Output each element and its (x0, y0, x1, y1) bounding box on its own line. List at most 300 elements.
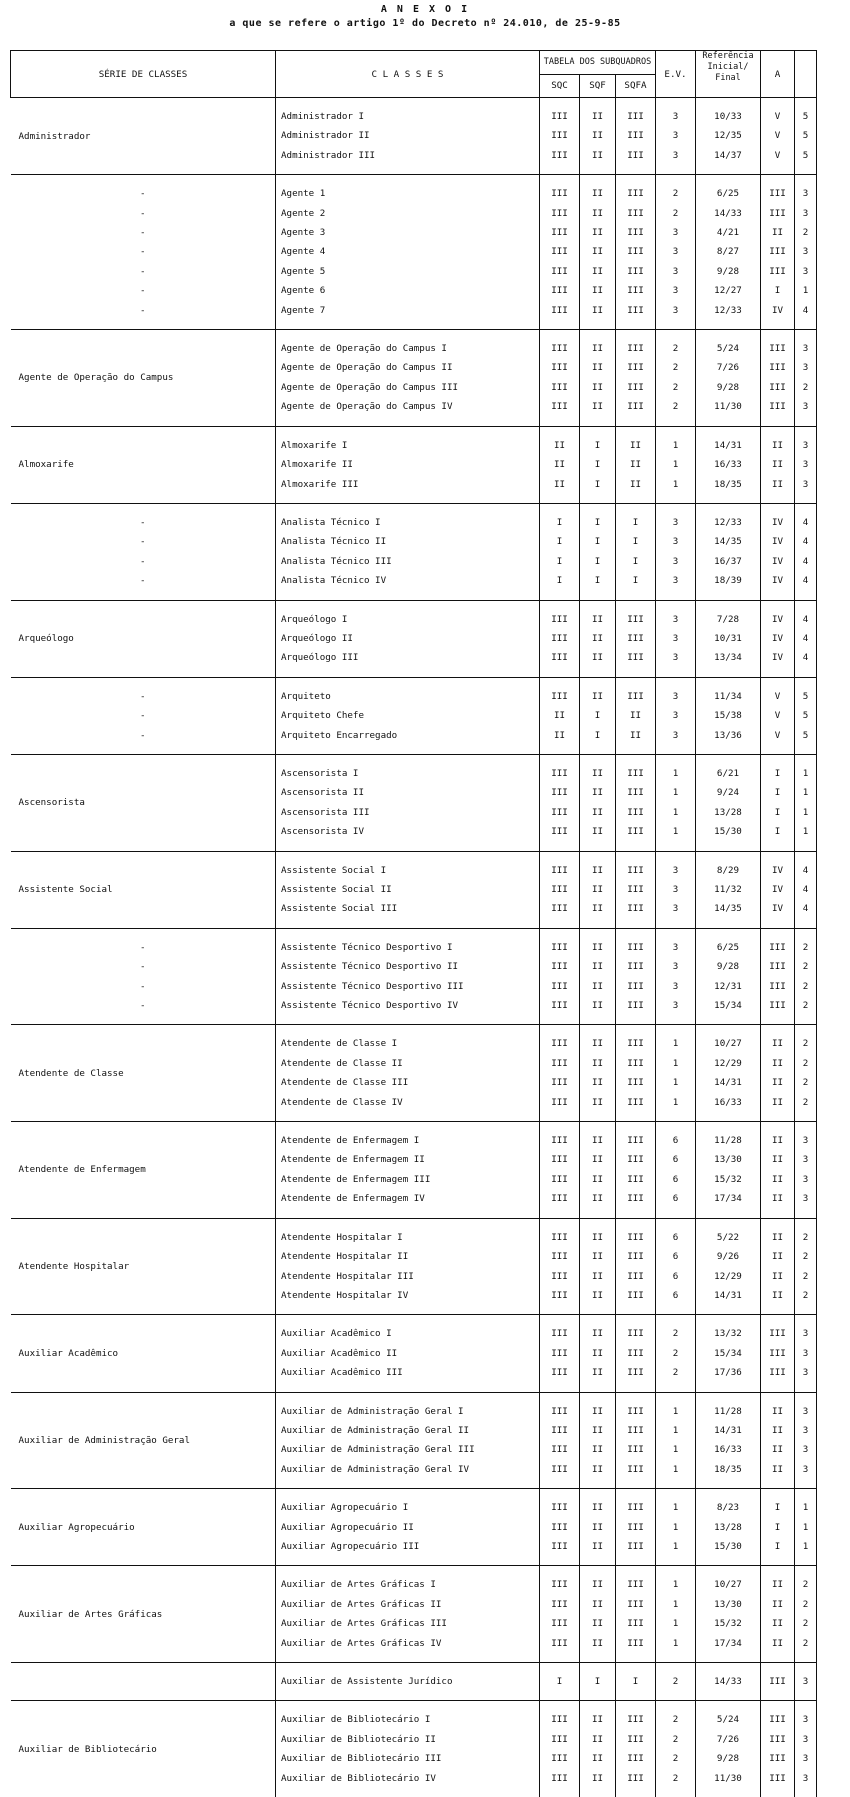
a-value: II (761, 455, 795, 474)
a-value: II (761, 1150, 795, 1169)
serie-label: Atendente de Enfermagem (11, 1122, 276, 1219)
last-value: 4 (795, 532, 817, 551)
sqc-value: III (540, 1073, 580, 1092)
ev-value: 3 (656, 880, 696, 899)
sqf-value: II (580, 1170, 616, 1189)
table-row (11, 706, 817, 725)
referencia-value: 10/31 (696, 629, 761, 648)
sqf-value: II (580, 262, 616, 281)
sqc-value: III (540, 996, 580, 1015)
last-value: 3 (795, 397, 817, 416)
table-row (11, 571, 817, 590)
sqc-value: III (540, 262, 580, 281)
sqf-value: II (580, 938, 616, 957)
sqf-value: II (580, 1710, 616, 1729)
row-group (11, 677, 817, 754)
table-row (11, 996, 817, 1015)
last-value: 2 (795, 1614, 817, 1633)
sqfa-value: III (616, 204, 656, 223)
last-value: 1 (795, 803, 817, 822)
sqf-value: II (580, 957, 616, 976)
referencia-value: 16/33 (696, 455, 761, 474)
sqfa-value: III (616, 1460, 656, 1479)
sqfa-value: III (616, 1518, 656, 1537)
classe-name: Auxiliar de Bibliotecário II (276, 1730, 540, 1749)
last-value: 3 (795, 1324, 817, 1343)
classe-name: Ascensorista III (276, 803, 540, 822)
classe-name: Agente 6 (276, 281, 540, 300)
a-value: I (761, 1518, 795, 1537)
serie-label: Almoxarife (11, 426, 276, 503)
ev-value: 3 (656, 957, 696, 976)
header-referencia: Referência Inicial/ Final (696, 51, 761, 98)
referencia-value: 8/27 (696, 242, 761, 261)
table-row (11, 532, 817, 551)
sqf-value: II (580, 378, 616, 397)
row-group (11, 1566, 817, 1663)
sqfa-value: III (616, 1034, 656, 1053)
sqf-value: II (580, 764, 616, 783)
sqc-value: II (540, 436, 580, 455)
a-value: II (761, 1440, 795, 1459)
referencia-value: 12/35 (696, 126, 761, 145)
sqc-value: III (540, 822, 580, 841)
sqc-value: III (540, 610, 580, 629)
last-value: 3 (795, 262, 817, 281)
table-row (11, 1672, 817, 1691)
referencia-value: 12/31 (696, 977, 761, 996)
sqf-value: I (580, 513, 616, 532)
serie-dash: - (139, 304, 146, 316)
sqf-value: II (580, 1189, 616, 1208)
ev-value: 3 (656, 938, 696, 957)
ev-value: 3 (656, 262, 696, 281)
sqc-value: III (540, 1286, 580, 1305)
a-value: III (761, 1324, 795, 1343)
sqf-value: II (580, 977, 616, 996)
last-value: 2 (795, 996, 817, 1015)
sqfa-value: III (616, 1537, 656, 1556)
ev-value: 3 (656, 571, 696, 590)
a-value: I (761, 281, 795, 300)
classe-name: Assistente Técnico Desportivo III (276, 977, 540, 996)
sqc-value: II (540, 455, 580, 474)
sqc-value: III (540, 1054, 580, 1073)
classe-name: Atendente de Enfermagem I (276, 1131, 540, 1150)
classe-name: Agente de Operação do Campus III (276, 378, 540, 397)
last-value: 3 (795, 1710, 817, 1729)
classe-name: Auxiliar de Bibliotecário III (276, 1749, 540, 1768)
sqfa-value: III (616, 1730, 656, 1749)
serie-dash: - (139, 575, 146, 587)
classe-name: Analista Técnico II (276, 532, 540, 551)
referencia-value: 15/30 (696, 1537, 761, 1556)
sqfa-value: II (616, 475, 656, 494)
last-value: 3 (795, 1672, 817, 1691)
a-value: II (761, 1614, 795, 1633)
sqf-value: II (580, 687, 616, 706)
sqf-value: II (580, 397, 616, 416)
sqc-value: II (540, 475, 580, 494)
last-value: 5 (795, 687, 817, 706)
sqfa-value: III (616, 1634, 656, 1653)
last-value: 3 (795, 1749, 817, 1768)
ev-value: 3 (656, 726, 696, 745)
serie-dash: - (139, 555, 146, 567)
sqfa-value: III (616, 1440, 656, 1459)
ev-value: 3 (656, 899, 696, 918)
ev-value: 2 (656, 397, 696, 416)
last-value: 1 (795, 1518, 817, 1537)
sqf-value: II (580, 242, 616, 261)
header-sqf: SQF (580, 74, 616, 98)
classe-name: Auxiliar de Assistente Jurídico (276, 1672, 540, 1691)
last-value: 3 (795, 358, 817, 377)
classe-name: Arquiteto Encarregado (276, 726, 540, 745)
referencia-value: 13/36 (696, 726, 761, 745)
ev-value: 2 (656, 1769, 696, 1788)
ev-value: 3 (656, 126, 696, 145)
serie-label: Arqueólogo (11, 600, 276, 677)
classe-name: Atendente Hospitalar I (276, 1228, 540, 1247)
ev-value: 3 (656, 223, 696, 242)
a-value: III (761, 1672, 795, 1691)
sqfa-value: III (616, 957, 656, 976)
sqfa-value: III (616, 687, 656, 706)
sqfa-value: III (616, 184, 656, 203)
row-group (11, 98, 817, 175)
referencia-value: 7/26 (696, 358, 761, 377)
row-group (11, 1663, 817, 1701)
a-value: II (761, 1247, 795, 1266)
sqc-value: III (540, 281, 580, 300)
sqf-value: II (580, 1324, 616, 1343)
ev-value: 3 (656, 552, 696, 571)
last-value: 3 (795, 475, 817, 494)
classe-name: Assistente Técnico Desportivo I (276, 938, 540, 957)
classe-name: Agente 1 (276, 184, 540, 203)
last-value: 3 (795, 1421, 817, 1440)
a-value: I (761, 1537, 795, 1556)
a-value: I (761, 783, 795, 802)
ev-value: 2 (656, 1344, 696, 1363)
sqfa-value: III (616, 378, 656, 397)
table-row (11, 513, 817, 532)
ev-value: 1 (656, 1421, 696, 1440)
sqc-value: III (540, 1440, 580, 1459)
referencia-value: 8/29 (696, 861, 761, 880)
table-row (11, 957, 817, 976)
last-value: 2 (795, 1073, 817, 1092)
ev-value: 6 (656, 1150, 696, 1169)
sqfa-value: III (616, 648, 656, 667)
last-value: 2 (795, 1034, 817, 1053)
header-classes: C L A S S E S (276, 51, 540, 98)
last-value: 5 (795, 126, 817, 145)
serie-label: Atendente de Classe (11, 1025, 276, 1122)
sqc-value: III (540, 1344, 580, 1363)
row-group (11, 600, 817, 677)
ev-value: 1 (656, 1034, 696, 1053)
row-group (11, 851, 817, 928)
row-group (11, 1701, 817, 1797)
sqf-value: II (580, 1093, 616, 1112)
serie-dash: - (139, 246, 146, 258)
row-group (11, 503, 817, 600)
serie-dash: - (139, 188, 146, 200)
last-value: 1 (795, 1537, 817, 1556)
table-row (11, 262, 817, 281)
referencia-value: 14/31 (696, 1286, 761, 1305)
referencia-value: 11/28 (696, 1131, 761, 1150)
sqc-value: III (540, 1769, 580, 1788)
a-value: III (761, 397, 795, 416)
referencia-value: 16/33 (696, 1093, 761, 1112)
a-value: III (761, 938, 795, 957)
sqf-value: II (580, 1614, 616, 1633)
sqc-value: III (540, 764, 580, 783)
referencia-value: 13/28 (696, 1518, 761, 1537)
document-subtitle: a que se refere o artigo 1º do Decreto nº 24.010, de 25-9-85 (229, 18, 621, 29)
a-value: III (761, 358, 795, 377)
sqf-value: II (580, 1286, 616, 1305)
sqfa-value: III (616, 223, 656, 242)
classe-name: Auxiliar de Administração Geral IV (276, 1460, 540, 1479)
referencia-value: 13/30 (696, 1150, 761, 1169)
row-group (11, 928, 817, 1025)
sqc-value: III (540, 339, 580, 358)
sqf-value: II (580, 1267, 616, 1286)
ev-value: 3 (656, 706, 696, 725)
sqf-value: II (580, 223, 616, 242)
referencia-value: 14/31 (696, 436, 761, 455)
last-value: 5 (795, 146, 817, 165)
serie-dash: - (139, 729, 146, 741)
ev-value: 3 (656, 301, 696, 320)
sqc-value: III (540, 1228, 580, 1247)
classe-name: Auxiliar Acadêmico III (276, 1363, 540, 1382)
sqf-value: II (580, 1034, 616, 1053)
sqfa-value: III (616, 1093, 656, 1112)
sqc-value: III (540, 783, 580, 802)
serie-dash: - (139, 1000, 146, 1012)
referencia-value: 15/30 (696, 822, 761, 841)
sqf-value: II (580, 1247, 616, 1266)
sqc-value: III (540, 1518, 580, 1537)
last-value: 3 (795, 436, 817, 455)
document-title: A N E X O I (380, 4, 470, 15)
a-value: III (761, 242, 795, 261)
sqf-value: II (580, 629, 616, 648)
sqf-value: II (580, 1730, 616, 1749)
a-value: II (761, 1634, 795, 1653)
classe-name: Agente 3 (276, 223, 540, 242)
referencia-value: 10/27 (696, 1034, 761, 1053)
a-value: II (761, 1054, 795, 1073)
classe-name: Arqueólogo II (276, 629, 540, 648)
ev-value: 3 (656, 242, 696, 261)
a-value: V (761, 687, 795, 706)
classe-name: Assistente Social III (276, 899, 540, 918)
sqf-value: II (580, 1518, 616, 1537)
classe-name: Ascensorista I (276, 764, 540, 783)
a-value: II (761, 1421, 795, 1440)
a-value: I (761, 1498, 795, 1517)
sqf-value: II (580, 301, 616, 320)
sqf-value: II (580, 610, 616, 629)
sqfa-value: III (616, 126, 656, 145)
a-value: II (761, 1267, 795, 1286)
serie-dash: - (139, 961, 146, 973)
a-value: IV (761, 899, 795, 918)
classe-name: Atendente de Classe II (276, 1054, 540, 1073)
a-value: II (761, 1402, 795, 1421)
referencia-value: 14/35 (696, 899, 761, 918)
last-value: 2 (795, 1247, 817, 1266)
a-value: II (761, 436, 795, 455)
last-value: 4 (795, 880, 817, 899)
last-value: 4 (795, 899, 817, 918)
last-value: 5 (795, 726, 817, 745)
sqc-value: III (540, 223, 580, 242)
sqc-value: III (540, 1093, 580, 1112)
sqc-value: III (540, 1634, 580, 1653)
last-value: 4 (795, 513, 817, 532)
classe-name: Agente 4 (276, 242, 540, 261)
sqf-value: I (580, 532, 616, 551)
classe-name: Auxiliar Agropecuário II (276, 1518, 540, 1537)
classe-name: Analista Técnico I (276, 513, 540, 532)
sqc-value: III (540, 629, 580, 648)
referencia-value: 17/34 (696, 1634, 761, 1653)
serie-label: Administrador (11, 98, 276, 175)
classe-name: Auxiliar de Administração Geral II (276, 1421, 540, 1440)
ev-value: 2 (656, 1730, 696, 1749)
referencia-value: 17/34 (696, 1189, 761, 1208)
ev-value: 3 (656, 996, 696, 1015)
referencia-value: 16/37 (696, 552, 761, 571)
a-value: V (761, 726, 795, 745)
referencia-value: 7/28 (696, 610, 761, 629)
sqf-value: I (580, 726, 616, 745)
sqf-value: II (580, 899, 616, 918)
a-value: II (761, 1595, 795, 1614)
last-value: 1 (795, 783, 817, 802)
serie-label: Auxiliar de Bibliotecário (11, 1701, 276, 1797)
referencia-value: 6/25 (696, 184, 761, 203)
table-row (11, 552, 817, 571)
sqfa-value: III (616, 996, 656, 1015)
a-value: IV (761, 552, 795, 571)
sqfa-value: III (616, 610, 656, 629)
a-value: V (761, 107, 795, 126)
sqfa-value: III (616, 764, 656, 783)
referencia-value: 9/28 (696, 957, 761, 976)
ev-value: 2 (656, 1672, 696, 1691)
last-value: 1 (795, 764, 817, 783)
last-value: 2 (795, 1634, 817, 1653)
last-value: 3 (795, 204, 817, 223)
sqc-value: III (540, 1131, 580, 1150)
sqf-value: II (580, 803, 616, 822)
sqf-value: II (580, 1537, 616, 1556)
a-value: IV (761, 629, 795, 648)
ev-value: 2 (656, 378, 696, 397)
sqfa-value: I (616, 552, 656, 571)
classe-name: Almoxarife II (276, 455, 540, 474)
a-value: I (761, 822, 795, 841)
sqfa-value: III (616, 1402, 656, 1421)
row-group (11, 754, 817, 851)
referencia-value: 11/34 (696, 687, 761, 706)
classe-name: Atendente de Classe I (276, 1034, 540, 1053)
sqc-value: III (540, 1402, 580, 1421)
last-value: 3 (795, 1150, 817, 1169)
classe-name: Assistente Técnico Desportivo IV (276, 996, 540, 1015)
last-value: 5 (795, 706, 817, 725)
classe-name: Auxiliar de Bibliotecário I (276, 1710, 540, 1729)
referencia-value: 14/33 (696, 204, 761, 223)
ev-value: 3 (656, 687, 696, 706)
referencia-value: 11/30 (696, 1769, 761, 1788)
sqf-value: I (580, 706, 616, 725)
sqf-value: II (580, 184, 616, 203)
sqf-value: II (580, 1440, 616, 1459)
classe-name: Atendente de Enfermagem IV (276, 1189, 540, 1208)
sqfa-value: III (616, 358, 656, 377)
ev-value: 6 (656, 1189, 696, 1208)
sqc-value: III (540, 1537, 580, 1556)
serie-label: Agente de Operação do Campus (11, 330, 276, 427)
ev-value: 2 (656, 204, 696, 223)
serie-label: Assistente Social (11, 851, 276, 928)
last-value: 2 (795, 1286, 817, 1305)
classe-name: Atendente de Enfermagem III (276, 1170, 540, 1189)
sqfa-value: II (616, 706, 656, 725)
sqf-value: I (580, 455, 616, 474)
ev-value: 1 (656, 436, 696, 455)
sqf-value: I (580, 475, 616, 494)
referencia-value: 5/24 (696, 339, 761, 358)
ev-value: 1 (656, 803, 696, 822)
sqf-value: II (580, 1131, 616, 1150)
ev-value: 3 (656, 532, 696, 551)
a-value: II (761, 1228, 795, 1247)
sqc-value: III (540, 1267, 580, 1286)
row-group (11, 175, 817, 330)
last-value: 3 (795, 1131, 817, 1150)
last-value: 2 (795, 1575, 817, 1594)
last-value: 3 (795, 1170, 817, 1189)
a-value: III (761, 1363, 795, 1382)
referencia-value: 9/24 (696, 783, 761, 802)
referencia-value: 12/29 (696, 1267, 761, 1286)
a-value: IV (761, 880, 795, 899)
classe-name: Assistente Técnico Desportivo II (276, 957, 540, 976)
sqfa-value: III (616, 1749, 656, 1768)
a-value: III (761, 1344, 795, 1363)
classe-name: Arquiteto Chefe (276, 706, 540, 725)
a-value: I (761, 803, 795, 822)
last-value: 1 (795, 281, 817, 300)
classe-name: Assistente Social II (276, 880, 540, 899)
serie-dash: - (139, 941, 146, 953)
a-value: IV (761, 571, 795, 590)
referencia-value: 18/35 (696, 475, 761, 494)
sqfa-value: III (616, 977, 656, 996)
ev-value: 3 (656, 281, 696, 300)
classe-name: Auxiliar de Artes Gráficas III (276, 1614, 540, 1633)
